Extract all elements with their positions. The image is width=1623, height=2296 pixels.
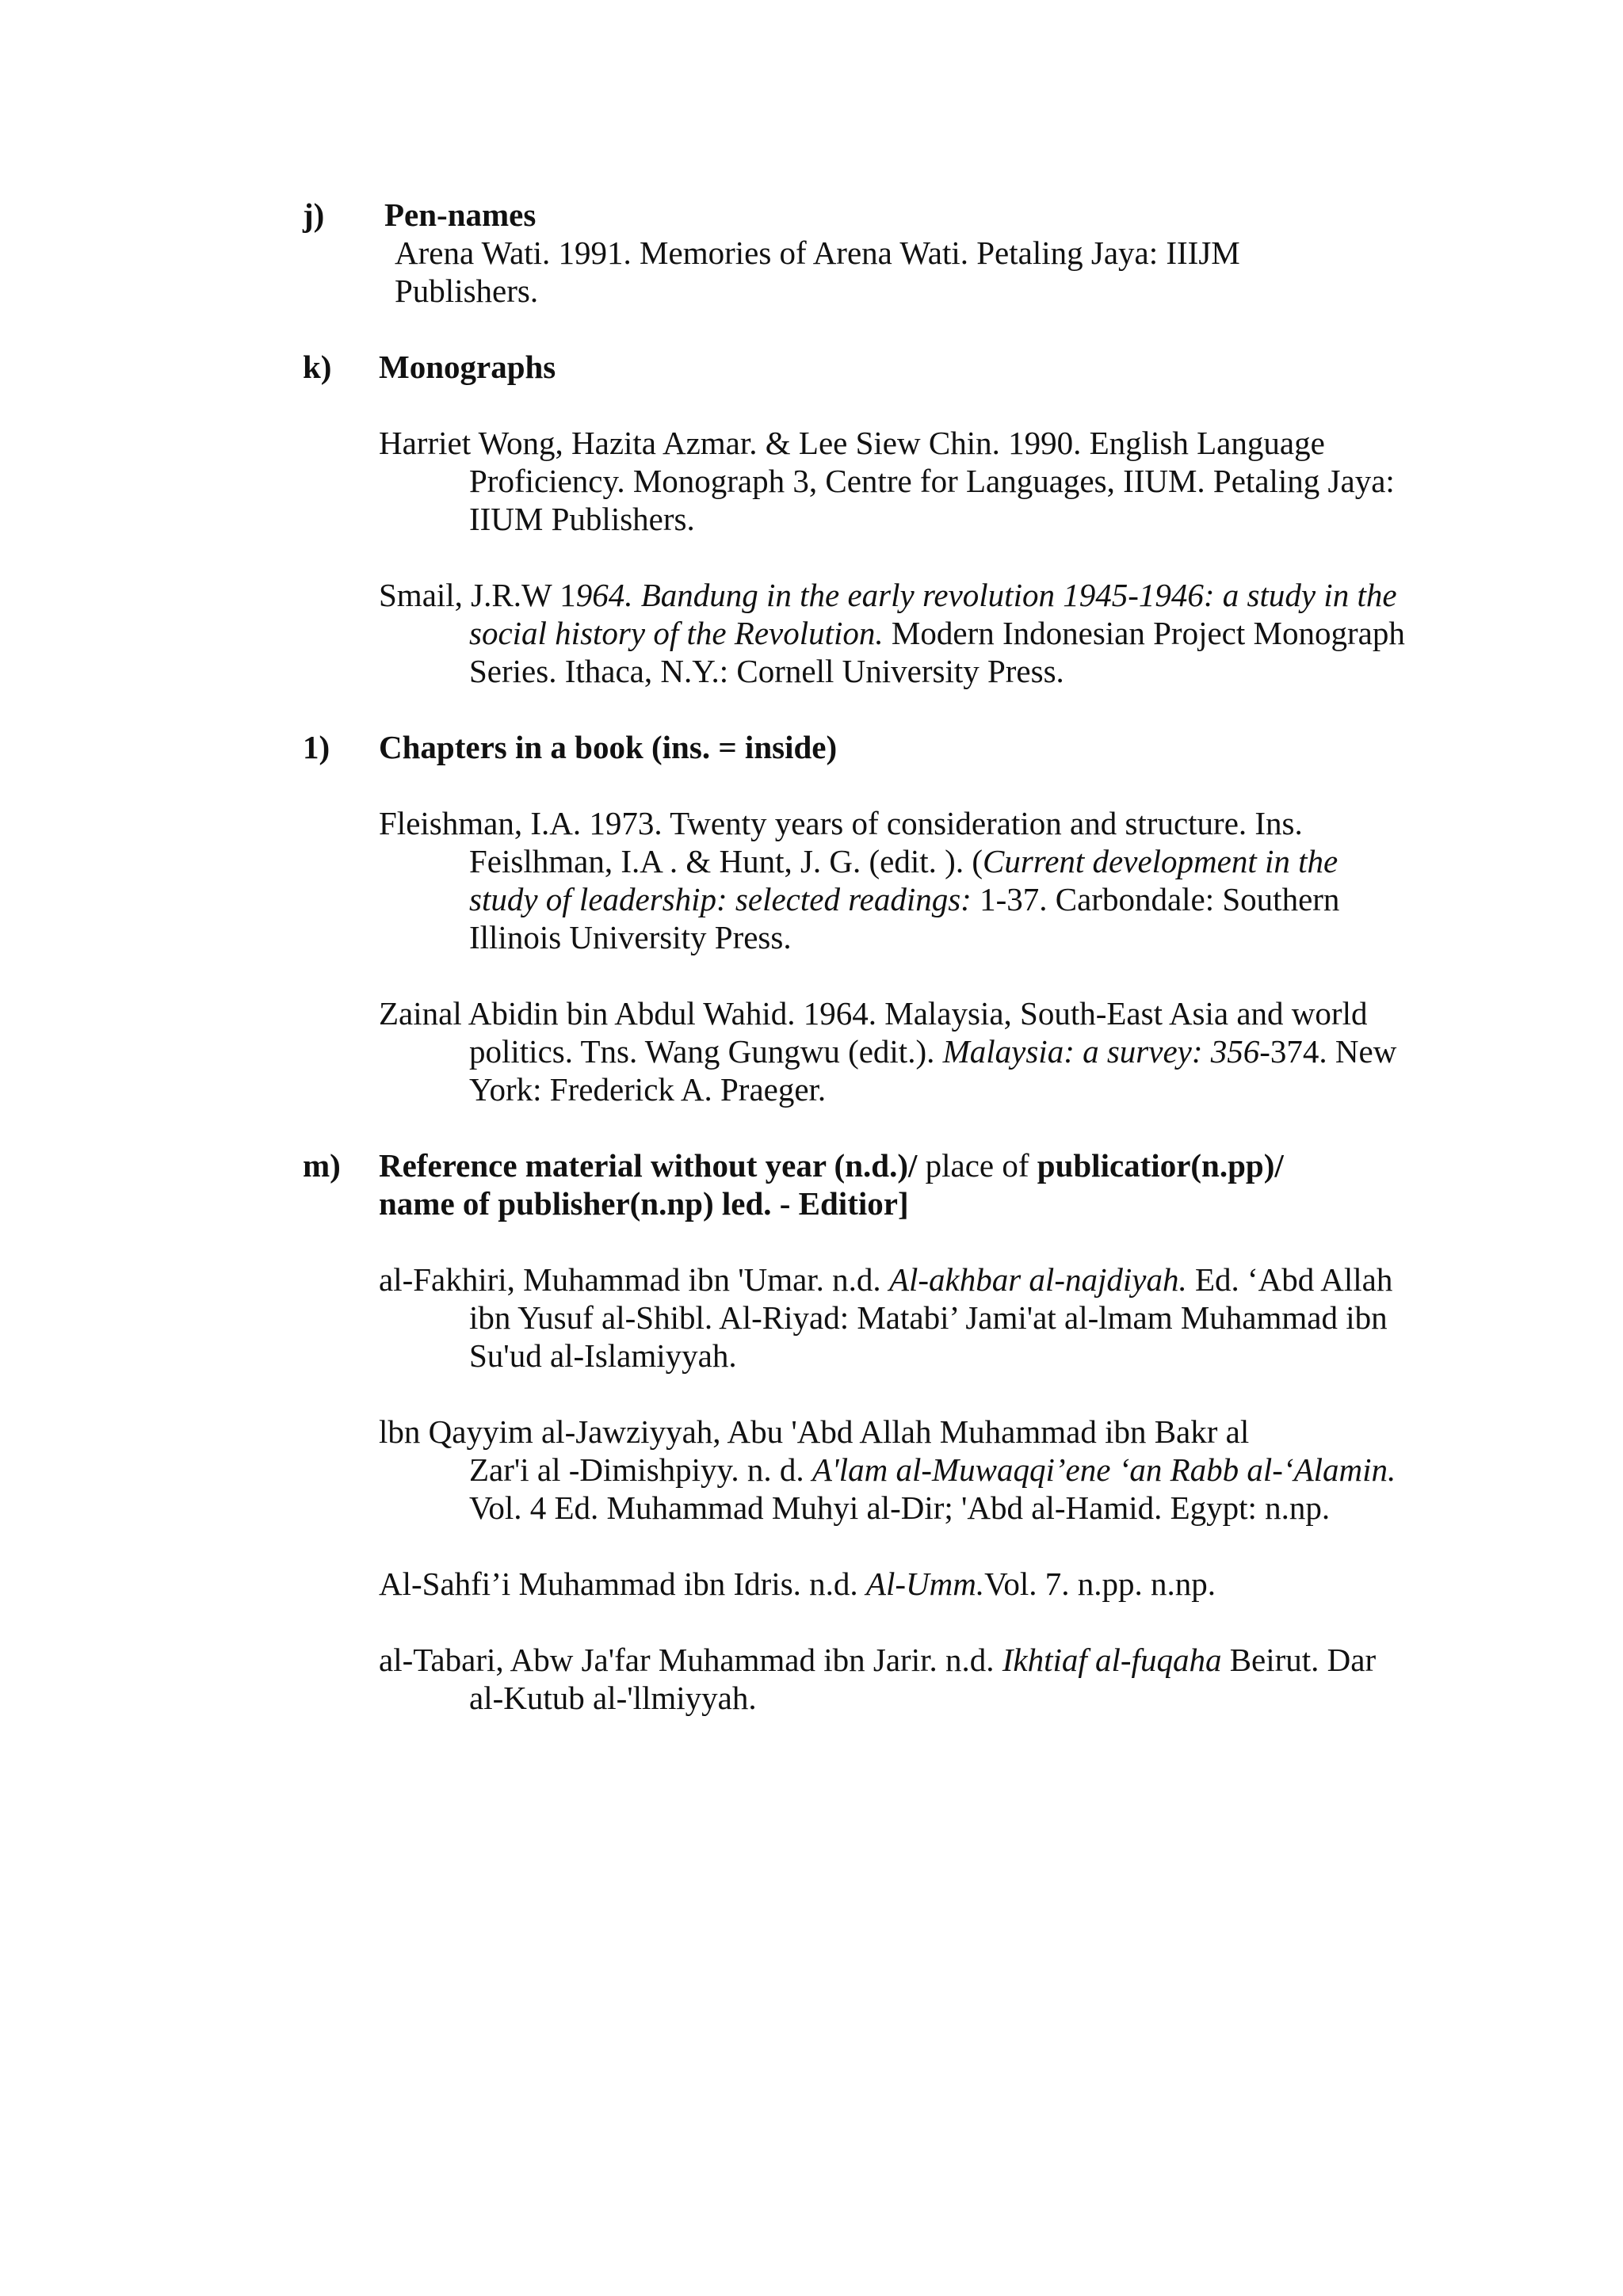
reference-line: Proficiency. Monograph 3, Centre for Languages, IIUM. Petaling Jaya:	[469, 463, 1395, 499]
reference-text: al-Tabari, Abw Ja'far Muhammad ibn Jarir. n.d.	[379, 1642, 1002, 1678]
reference-line: Vol. 4 Ed. Muhammad Muhyi al-Dir; 'Abd al-Hamid. Egypt: n.np.	[469, 1489, 1331, 1526]
section-heading-monographs: Monographs	[379, 349, 556, 385]
reference-line: lbn Qayyim al-Jawziyyah, Abu 'Abd Allah Muhammad ibn Bakr al	[379, 1413, 1250, 1450]
reference-title: Al-akhbar al-najdiyah.	[888, 1261, 1187, 1298]
reference-text: Feislhman, I.A . & Hunt, J. G. (edit. ). (	[469, 843, 983, 879]
reference-text: 1-37. Carbondale: Southern	[971, 881, 1340, 917]
reference-line: Su'ud al-Islamiyyah.	[469, 1337, 737, 1374]
reference-line: Harriet Wong, Hazita Azmar. & Lee Siew Chin. 1990. English Language	[379, 425, 1325, 461]
reference-line: Arena Wati. 1991. Memories of Arena Wati. Petaling Jaya: IIIJM	[395, 235, 1240, 271]
section-marker-k: k)	[303, 349, 332, 385]
section-marker-m: m)	[303, 1147, 341, 1184]
reference-line	[379, 576, 1397, 614]
reference-line	[469, 880, 1339, 918]
reference-text: Beirut. Dar	[1221, 1642, 1377, 1678]
reference-title: Al-Umm.	[865, 1566, 985, 1602]
reference-line: York: Frederick A. Praeger.	[469, 1071, 827, 1108]
heading-text: place of	[917, 1147, 1037, 1184]
reference-line: Series. Ithaca, N.Y.: Cornell University Press.	[469, 653, 1064, 689]
reference-text: Al-Sahfi’i Muhammad ibn Idris. n.d.	[379, 1566, 866, 1602]
reference-text: Smail, J.R.W 1	[379, 577, 576, 613]
reference-line: al-Kutub al-'llmiyyah.	[469, 1680, 757, 1716]
section-heading-reference-material	[379, 1146, 1284, 1184]
reference-line	[469, 1451, 1396, 1489]
reference-line	[469, 1032, 1396, 1070]
section-marker-j: j)	[303, 196, 325, 233]
reference-line: Illinois University Press.	[469, 919, 792, 955]
reference-title: 964. Bandung in the early revolution 1945-1946: a study in the	[575, 577, 1397, 613]
heading-text: publicatior(n.pp)/	[1037, 1147, 1284, 1184]
reference-text: Ed. ‘Abd Allah	[1186, 1261, 1393, 1298]
section-heading-chapters-in-a-book: Chapters in a book (ins. = inside)	[379, 729, 838, 765]
reference-text: al-Fakhiri, Muhammad ibn 'Umar. n.d.	[379, 1261, 889, 1298]
reference-text: politics. Tns. Wang Gungwu (edit.).	[469, 1033, 943, 1070]
section-heading-pen-names: Pen-names	[384, 196, 537, 233]
reference-line	[469, 842, 1338, 880]
reference-line: IIUM Publishers.	[469, 501, 695, 537]
reference-title: Ikhtiaf al-fuqaha	[1002, 1642, 1222, 1678]
reference-line: Fleishman, I.A. 1973. Twenty years of consideration and structure. Ins.	[379, 805, 1303, 841]
reference-line	[469, 614, 1405, 652]
heading-text: Reference material without year (n.d.)/	[379, 1147, 918, 1184]
reference-text: Zar'i al -Dimishpiyy. n. d.	[469, 1451, 812, 1488]
reference-line: Zainal Abidin bin Abdul Wahid. 1964. Malaysia, South-East Asia and world	[379, 995, 1368, 1032]
reference-line	[379, 1641, 1376, 1679]
reference-title: social history of the Revolution.	[469, 615, 884, 651]
reference-text: Modern Indonesian Project Monograph	[883, 615, 1405, 651]
section-heading-reference-material-line2: name of publisher(n.np) led. - Editior]	[379, 1185, 909, 1222]
reference-title: Current development in the	[982, 843, 1338, 879]
reference-text: Vol. 7. n.pp. n.np.	[984, 1566, 1216, 1602]
reference-line: ibn Yusuf al-Shibl. Al-Riyad: Matabi’ Jami'at al-lmam Muhammad ibn	[469, 1299, 1388, 1336]
reference-title: study of leadership: selected readings:	[469, 881, 972, 917]
reference-title: Malaysia: a survey: 356	[942, 1033, 1260, 1070]
reference-line	[379, 1565, 1216, 1603]
section-marker-l: 1)	[303, 729, 330, 765]
reference-title: A'lam al-Muwaqqi’ene ‘an Rabb al-‘Alamin.	[812, 1451, 1396, 1488]
reference-text: -374. New	[1259, 1033, 1397, 1070]
reference-line: Publishers.	[395, 273, 539, 309]
reference-line	[379, 1261, 1392, 1299]
